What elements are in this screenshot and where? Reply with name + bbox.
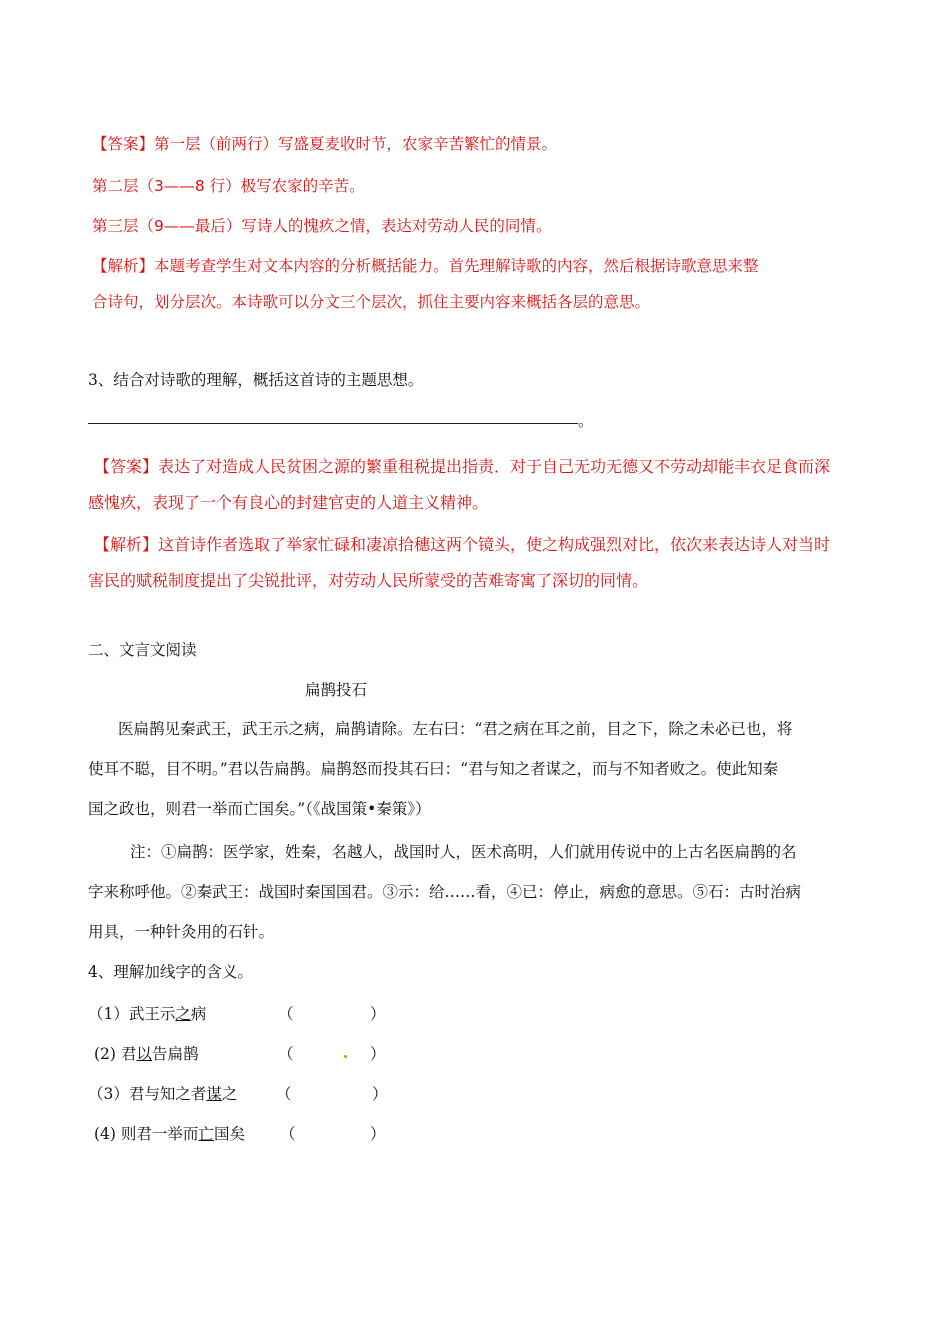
item-number: (4) — [94, 1125, 116, 1143]
answer-tag: 【答案】 — [92, 135, 155, 153]
answer-text: 第一层（前两行）写盛夏麦收时节，农家辛苦繁忙的情景。 — [154, 135, 558, 153]
passage-title: 扁鹊投石 — [305, 681, 368, 699]
q4-item-2-paren-right: ） — [370, 1045, 386, 1063]
analysis2-line-2: 害民的赋税制度提出了尖锐批评，对劳动人民所蒙受的苦难寄寓了深切的同情。 — [88, 571, 649, 590]
underlined-char: 亡 — [198, 1125, 214, 1143]
passage-line-1: 医扁鹊见秦武王，武王示之病，扁鹊请除。左右曰：“君之病在耳之前，目之下，除之未必已也，将 — [118, 720, 793, 738]
analysis-line-1 — [92, 254, 759, 276]
q4-item-2-paren-left: （ — [278, 1045, 294, 1063]
answer2-line-1 — [94, 454, 830, 477]
q4-item-3-paren-right: ） — [372, 1085, 388, 1103]
question-3: 3、结合对诗歌的理解，概括这首诗的主题思想。 — [88, 371, 424, 389]
analysis2-line-1 — [94, 532, 830, 555]
item-number: （1） — [88, 1005, 129, 1023]
item-number: （3） — [88, 1085, 129, 1103]
q4-item-4-paren-right: ） — [370, 1125, 386, 1143]
answer2-tag: 【答案】 — [94, 457, 159, 476]
underlined-char: 谋 — [206, 1085, 222, 1103]
note-line-3: 用具，一种针灸用的石针。 — [88, 923, 275, 941]
q4-item-2: (2) 君以告扁鹊 — [94, 1045, 199, 1063]
q4-item-1-paren-left: （ — [278, 1005, 294, 1023]
q4-item-1-paren-right: ） — [370, 1005, 386, 1023]
q4-item-4: (4) 则君一举而亡国矣 — [94, 1125, 245, 1143]
section-heading: 二、文言文阅读 — [88, 641, 197, 659]
question-4: 4、理解加线字的含义。 — [88, 963, 253, 981]
analysis2-text: 这首诗作者选取了举家忙碌和凄凉拾穗这两个镜头，使之构成强烈对比，依次来表达诗人对当时 — [158, 535, 831, 554]
answer2-line-2: 感愧疚，表现了一个有良心的封建官吏的人道主义精神。 — [88, 493, 489, 512]
note-line-2: 字来称呼他。②秦武王：战国时秦国国君。③示：给……看，④已：停止，病愈的意思。⑤石：古时治病 — [88, 883, 802, 901]
note-line-1: 注：①扁鹊：医学家，姓秦，名越人，战国时人，医术高明，人们就用传说中的上古名医扁鹊的名 — [130, 843, 797, 861]
analysis2-tag: 【解析】 — [94, 535, 159, 554]
stray-dot — [344, 1055, 347, 1058]
answer-line-1 — [92, 132, 557, 154]
answer-blank-line[interactable] — [88, 423, 578, 424]
q4-item-3-paren-left: （ — [276, 1085, 292, 1103]
blank-end-mark: 。 — [578, 412, 594, 430]
q4-item-1: （1）武王示之病 — [88, 1005, 207, 1023]
item-number: (2) — [94, 1045, 116, 1063]
underlined-char: 以 — [136, 1045, 152, 1063]
answer-line-3: 第三层（9——最后）写诗人的愧疚之情，表达对劳动人民的同情。 — [92, 217, 552, 235]
analysis-tag: 【解析】 — [92, 257, 155, 275]
passage-line-3: 国之政也，则君一举而亡国矣。”（《战国策•秦策》） — [88, 800, 431, 818]
answer2-text: 表达了对造成人民贫困之源的繁重租税提出指责．对于自己无功无德又不劳动却能丰衣足食而深 — [158, 457, 831, 476]
underlined-char: 之 — [175, 1005, 191, 1023]
analysis-text: 本题考查学生对文本内容的分析概括能力。首先理解诗歌的内容，然后根据诗歌意思来整 — [154, 257, 759, 275]
q4-item-3: （3）君与知之者谋之 — [88, 1085, 238, 1103]
q4-item-4-paren-left: （ — [280, 1125, 296, 1143]
analysis-line-2: 合诗句，划分层次。本诗歌可以分文三个层次，抓住主要内容来概括各层的意思。 — [92, 293, 651, 311]
answer-line-2: 第二层（3——8 行）极写农家的辛苦。 — [92, 177, 365, 195]
passage-line-2: 使耳不聪，目不明。”君以告扁鹊。扁鹊怒而投其石曰：“君与知之者谋之，而与不知者败之。使此知秦 — [88, 760, 779, 778]
